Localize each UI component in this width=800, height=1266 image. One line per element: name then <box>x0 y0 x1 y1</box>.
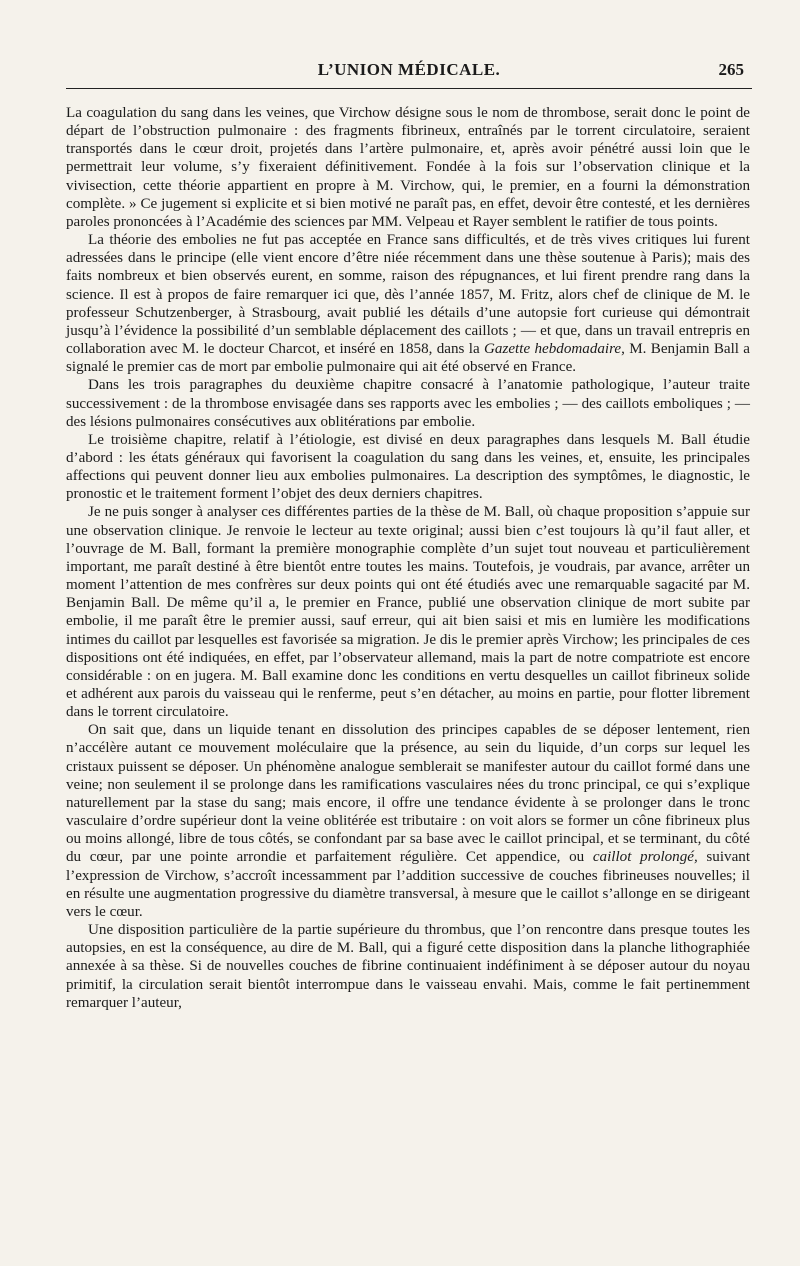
italic-term: caillot prolongé, <box>592 849 698 866</box>
paragraph-5: Je ne puis songer à analyser ces différentes parties de la thèse de M. Ball, où chaque proposition s’appuie sur une observation clinique. Je renvoie le lecteur au texte original; aussi bien c’est toujours là qu’il faut aller, et l’ouvrage de M. Ball, formant la première monographie complète d’un sujet tout nouveau et particulièrement important, me paraît destiné à être bientôt entre toutes les mains. Toutefois, je voudrais, par avance, arrêter un moment l’attention de mes confrères sur deux points qui ont été étudiés avec une remarquable sagacité par M. Benjamin Ball. De même qu’il a, le premier en France, publié une observation clinique de mort subite par embolie, il me paraît être le premier aussi, sauf erreur, qui ait bien saisi et mis en lumière les modifications intimes du caillot par lesquelles est favorisée sa migration. Je dis le premier après Virchow; les principales de ces dispositions ont été indiquées, en effet, par l’observateur allemand, mais la part de notre compatriote est encore considérable : on en jugera. M. Ball examine donc les conditions en vertu desquelles un caillot fibrineux solide et adhérent aux parois du vaisseau qui le renferme, peut s’en détacher, au moins en partie, pour flotter librement dans le torrent circulatoire. <box>66 504 750 721</box>
paragraph-6-part-b: suivant l’expression de Virchow, s’accroît incessamment par l’addition successive de couches fibrineuses nouvelles; il en résulte une augmentation progressive du diamètre transversal, à mesure que le caillot s’allonge en se dirigeant vers le cœur. <box>66 849 751 920</box>
paragraph-2-part-b: , M. Benjamin Ball a signalé le premier cas de mort par embolie pulmonaire qui ait été observé en France. <box>66 341 751 376</box>
paragraph-2 <box>66 231 750 376</box>
header-rule <box>66 88 752 89</box>
page-header <box>66 58 752 92</box>
running-title: L’UNION MÉDICALE. <box>317 60 501 79</box>
paragraph-2-part-a: La théorie des embolies ne fut pas acceptée en France sans difficultés, et de très vives critiques lui furent adressées dans le principe (elle vient encore d’être niée récemment dans une thèse soutenue à Paris); mais des faits nombreux et bien observés eurent, en somme, raison des répugnances, et lui firent prendre rang dans la science. Il est à propos de faire remarquer ici que, dès l’année 1857, M. Fritz, alors chef de clinique de M. le professeur Schutzenberger, à Strasbourg, avait publié les détails d’une autopsie fort curieuse qui démontrait jusqu’à l’évidence la possibilité d’un semblable déplacement des caillots ; — et que, dans un travail entrepris en collaboration avec M. le docteur Charcot, et inséré en 1858, dans la <box>66 232 750 358</box>
paragraph-4: Le troisième chapitre, relatif à l’étiologie, est divisé en deux paragraphes dans lesquels M. Ball étudie d’abord : les états généraux qui favorisent la coagulation du sang dans les veines, et, ensuite, les principales affections qui peuvent donner lieu aux embolies pulmonaires. La description des symptômes, le diagnostic, le pronostic et le traitement forment l’objet des deux derniers chapitres. <box>66 431 750 503</box>
page-number: 265 <box>718 60 744 79</box>
paragraph-6-part-a: On sait que, dans un liquide tenant en dissolution des principes capables de se déposer lentement, rien n’accélère autant ce mouvement moléculaire que la présence, au sein du liquide, d’un corps sur lequel les cristaux puissent se déposer. Un phénomène analogue semblerait se manifester autour du caillot formé dans une veine; non seulement il se prolonge dans les ramifications vasculaires nées du tronc principal, ce qui s’explique naturellement par la stase du sang; mais encore, il offre une tendance évidente à se prolonger dans le tronc vasculaire d’ordre supérieur dont la veine oblitérée est tributaire : on voit alors se former un cône fibrineux plus ou moins allongé, libre de tous côtés, se confondant par sa base avec le caillot principal, et se terminant, du côté du cœur, par une pointe arrondie et parfaitement régulière. Cet appendice, ou <box>66 722 750 866</box>
paragraph-6 <box>66 721 750 921</box>
journal-title: Gazette hebdomadaire <box>484 341 622 358</box>
paragraph-1: La coagulation du sang dans les veines, que Virchow désigne sous le nom de thrombose, serait donc le point de départ de l’obstruction pulmonaire : des fragments fibrineux, entraînés par le torrent circulatoire, seraient transportés dans le cœur droit, projetés dans l’artère pulmonaire, et, après avoir pénétré aussi loin que le permettrait leur volume, s’y fixeraient définitivement. Fondée à la fois sur l’observation clinique et la vivisection, cette théorie appartient en propre à M. Virchow, qui, le premier, en a fourni la démonstration complète. » Ce jugement si explicite et si bien motivé ne paraît pas, en effet, devoir être contesté, et les dernières paroles prononcées à l’Académie des sciences par MM. Velpeau et Rayer semblent le ratifier de tous points. <box>66 105 750 230</box>
paragraph-7: Une disposition particulière de la partie supérieure du thrombus, que l’on rencontre dans presque toutes les autopsies, en est la conséquence, au dire de M. Ball, qui a figuré cette disposition dans la planche lithographiée annexée à sa thèse. Si de nouvelles couches de fibrine continuaient indéfiniment à se déposer autour du noyau primitif, la circulation serait bientôt interrompue dans le vaisseau envahi. Mais, comme le fait pertinemment remarquer l’auteur, <box>66 922 750 1011</box>
article-body <box>66 104 750 1012</box>
paragraph-3: Dans les trois paragraphes du deuxième chapitre consacré à l’anatomie pathologique, l’auteur traite successivement : de la thrombose envisagée dans ses rapports avec les embolies ; — des caillots emboliques ; — des lésions pulmonaires consécutives aux oblitérations par embolie. <box>66 377 750 430</box>
